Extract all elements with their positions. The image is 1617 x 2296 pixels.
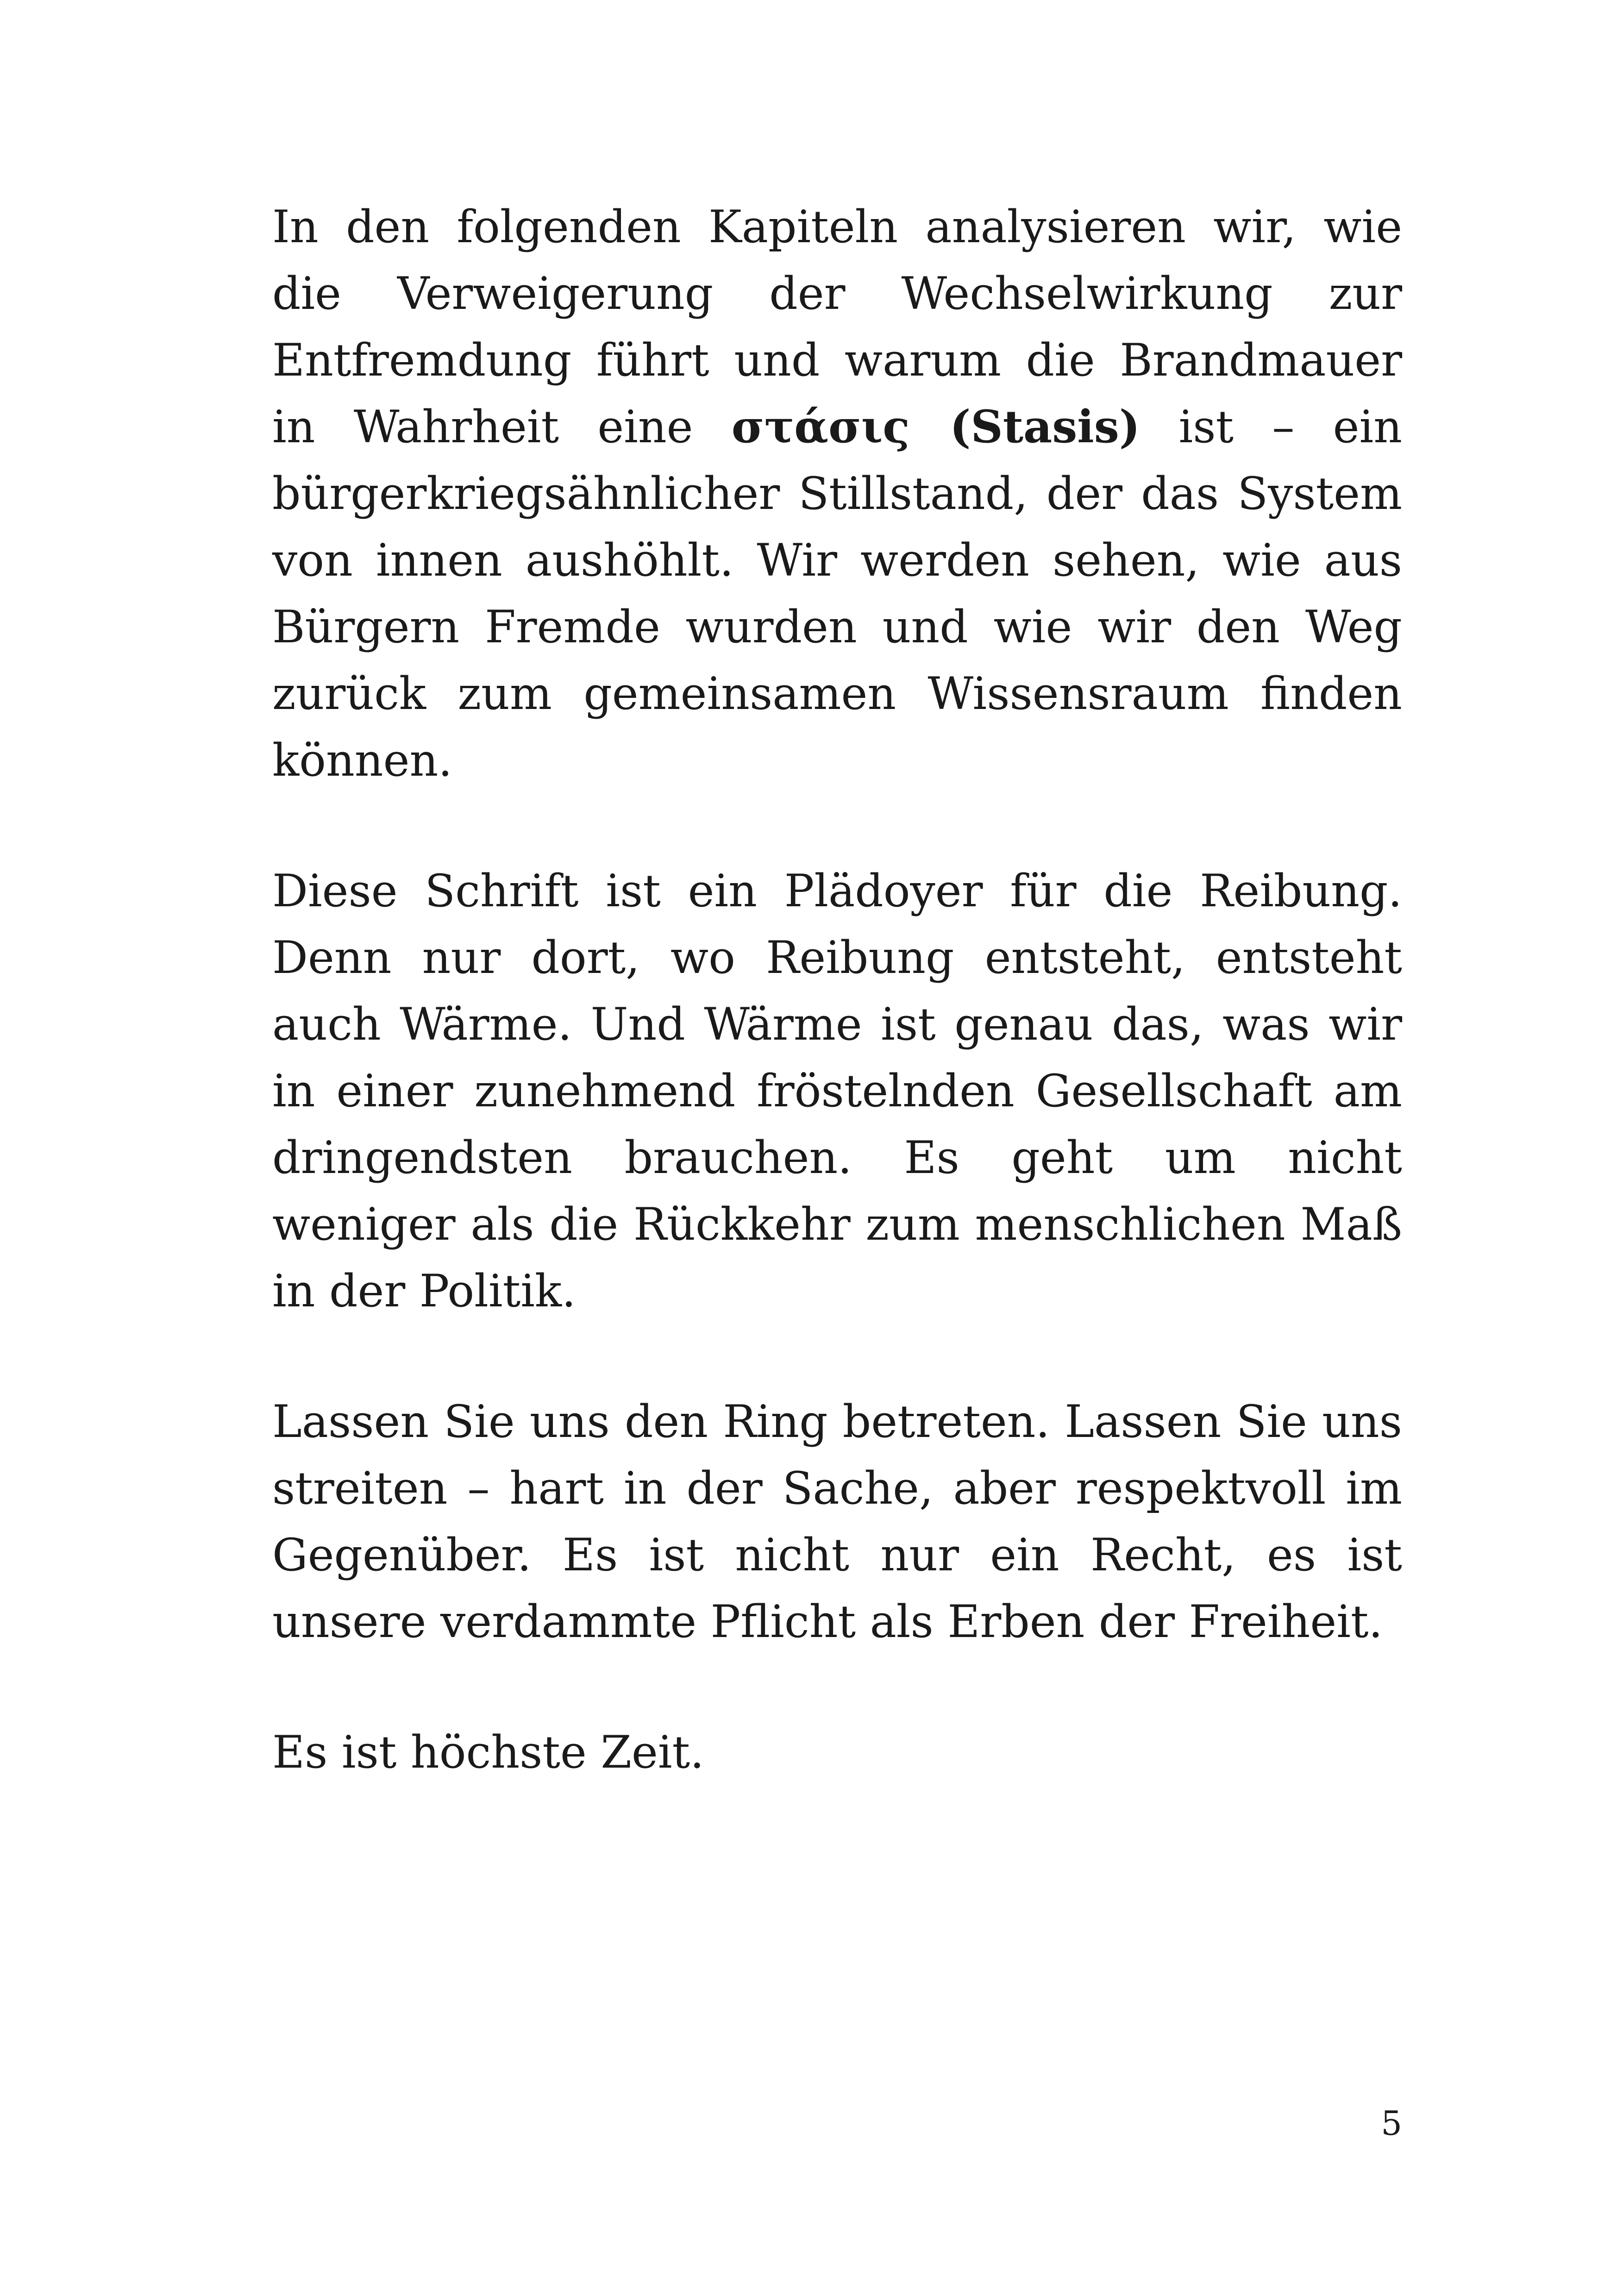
paragraph-intro-start: In den folgenden Kapiteln analysieren wir, wie die Verweigerung der Wechselwirkung zur Entfremdung führt und warum die Brandmauer in Wahrheit eine xyxy=(272,201,1402,453)
paragraph-intro xyxy=(272,194,1402,794)
page-number: 5 xyxy=(1381,2104,1402,2143)
paragraph-ring: Lassen Sie uns den Ring betreten. Lassen Sie uns streiten – hart in der Sache, aber respektvoll im Gegenüber. Es ist nicht nur ein Recht, es ist unsere verdammte Pflicht als Erben der Freiheit. xyxy=(272,1396,1402,1648)
paragraph-closing: Es ist höchste Zeit. xyxy=(272,1726,704,1778)
paragraph-intro-end: ist – ein bürgerkriegsähnlicher Stillstand, der das System von innen aushöhlt. Wir werden sehen, wie aus Bürgern Fremde wurden und wie wir den Weg zurück zum gemeinsamen Wissensraum finden können. xyxy=(272,401,1403,786)
stasis-term: στάσις (Stasis) xyxy=(731,401,1141,453)
body-text xyxy=(272,194,1402,1786)
paragraph-friction: Diese Schrift ist ein Plädoyer für die Reibung. Denn nur dort, wo Reibung entsteht, entsteht auch Wärme. Und Wärme ist genau das, was wir in einer zunehmend fröstelnden Gesellschaft am dringendsten brauchen. Es geht um nicht weniger als die Rückkehr zum menschlichen Maß in der Politik. xyxy=(272,865,1402,1317)
